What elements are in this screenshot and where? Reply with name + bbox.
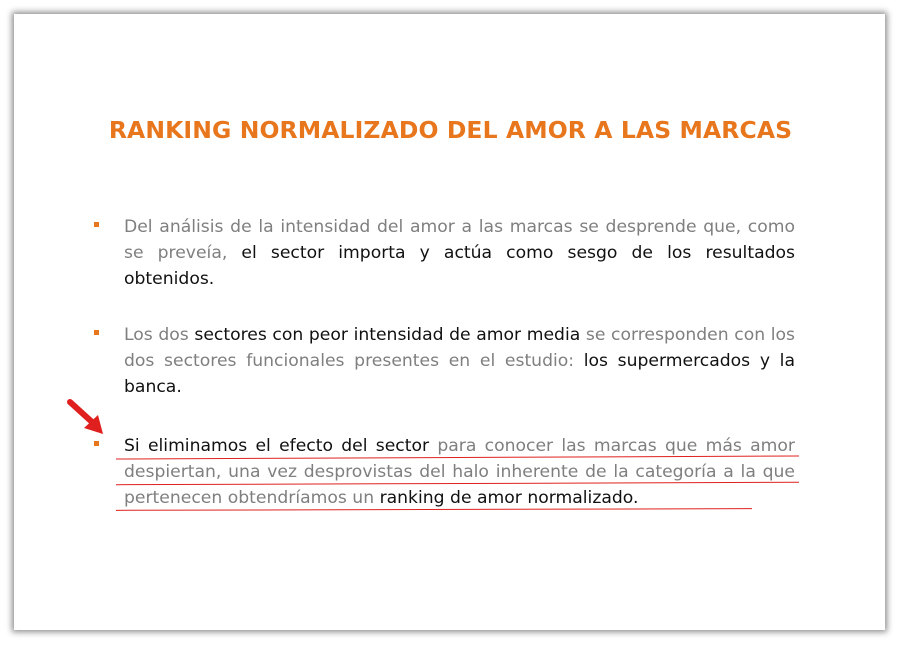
bullet-2-part-3: se corresponden con los dos sectores funcionales presentes en el estudio: [124,325,795,371]
bullet-2-part-1: Los dos [124,325,195,345]
bullet-3-part-2: para conocer las marcas que más amor despiertan, una vez desprovistas del halo inherente de la categoría a la que pertenecen obtendríamos un [124,436,795,508]
bullet-marker [94,330,99,335]
bullet-text-1 [124,214,795,292]
bullet-text-2 [124,322,795,400]
bullet-1-part-2: el sector importa y actúa como sesgo de los resultados obtenidos. [124,243,795,289]
bullet-2-part-4: los supermercados y la banca. [124,351,795,397]
bullet-2-part-2: sectores con peor intensidad de amor media [194,325,581,345]
bullet-marker [94,441,99,446]
red-arrow-icon [66,398,112,440]
bullet-1-part-1: Del análisis de la intensidad del amor a las marcas se desprende que, como se preveía, [124,217,795,263]
bullet-text-3 [124,433,795,511]
slide-title: RANKING NORMALIZADO DEL AMOR A LAS MARCAS [108,116,793,144]
bullet-marker [94,222,99,227]
bullet-3-part-3: ranking de amor normalizado. [379,488,639,508]
bullet-3-part-1: Si eliminamos el efecto del sector [124,436,430,456]
